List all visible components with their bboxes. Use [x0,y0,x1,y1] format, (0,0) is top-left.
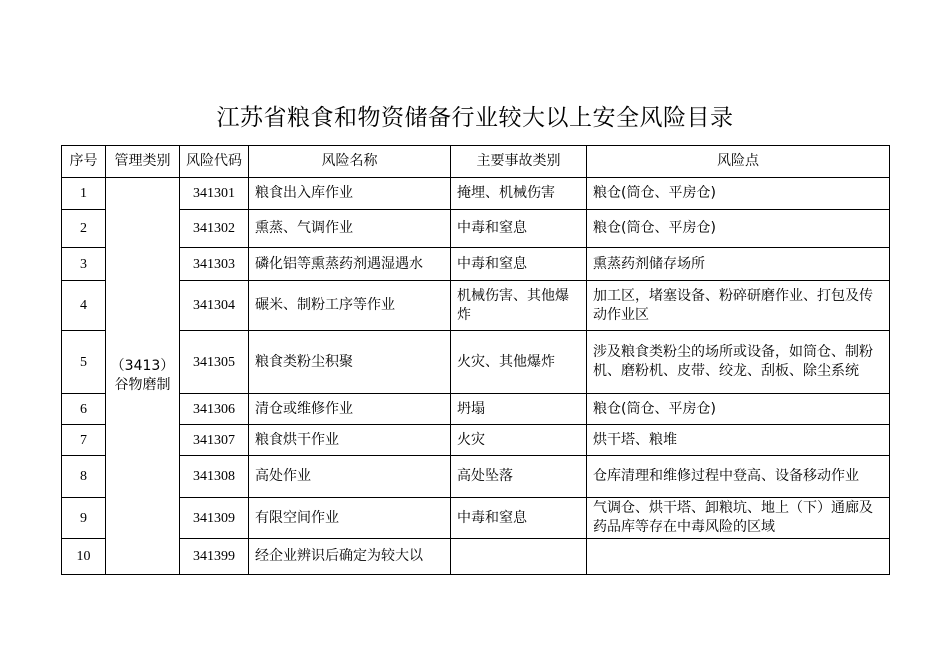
table-row [62,331,890,394]
row-point: 气调仓、烘干塔、卸粮坑、地上（下）通廊及药品库等存在中毒风险的区域 [587,498,890,539]
row-accident: 机械伤害、其他爆炸 [451,281,587,331]
row-no: 7 [62,425,106,456]
row-no: 1 [62,178,106,210]
row-accident: 中毒和窒息 [451,210,587,248]
row-name: 清仓或维修作业 [249,394,451,425]
table-row [62,210,890,248]
row-point: 熏蒸药剂储存场所 [587,248,890,281]
header-accident: 主要事故类别 [451,146,587,178]
header-no: 序号 [62,146,106,178]
table-row [62,248,890,281]
row-name: 有限空间作业 [249,498,451,539]
row-code: 341306 [180,394,249,425]
row-code: 341302 [180,210,249,248]
row-accident: 中毒和窒息 [451,248,587,281]
row-name: 磷化铝等熏蒸药剂遇湿遇水 [249,248,451,281]
table-row [62,539,890,575]
row-accident: 高处坠落 [451,456,587,498]
row-code: 341304 [180,281,249,331]
row-code: 341308 [180,456,249,498]
row-point: 涉及粮食类粉尘的场所或设备，如筒仓、制粉机、磨粉机、皮带、绞龙、刮板、除尘系统 [587,331,890,394]
row-point: 粮仓(筒仓、平房仓) [587,210,890,248]
row-point: 仓库清理和维修过程中登高、设备移动作业 [587,456,890,498]
row-point [587,539,890,575]
row-code: 341305 [180,331,249,394]
row-code: 341399 [180,539,249,575]
row-code: 341307 [180,425,249,456]
header-point: 风险点 [587,146,890,178]
risk-table [61,145,890,575]
row-accident: 火灾 [451,425,587,456]
row-name: 粮食烘干作业 [249,425,451,456]
table-header-row [62,146,890,178]
row-name: 碾米、制粉工序等作业 [249,281,451,331]
row-accident: 中毒和窒息 [451,498,587,539]
row-name: 粮食出入库作业 [249,178,451,210]
row-code: 341309 [180,498,249,539]
table-row [62,281,890,331]
row-no: 6 [62,394,106,425]
row-no: 4 [62,281,106,331]
row-name: 粮食类粉尘积聚 [249,331,451,394]
row-point: 粮仓(筒仓、平房仓) [587,178,890,210]
row-point: 粮仓(筒仓、平房仓) [587,394,890,425]
row-accident [451,539,587,575]
row-no: 3 [62,248,106,281]
row-name: 经企业辨识后确定为较大以 [249,539,451,575]
header-name: 风险名称 [249,146,451,178]
row-no: 9 [62,498,106,539]
header-code: 风险代码 [180,146,249,178]
row-point: 烘干塔、粮堆 [587,425,890,456]
row-no: 10 [62,539,106,575]
row-point: 加工区，堵塞设备、粉碎研磨作业、打包及传动作业区 [587,281,890,331]
row-accident: 火灾、其他爆炸 [451,331,587,394]
row-name: 高处作业 [249,456,451,498]
row-name: 熏蒸、气调作业 [249,210,451,248]
row-no: 5 [62,331,106,394]
table-row [62,425,890,456]
table-row [62,456,890,498]
category-name: 谷物磨制 [114,377,171,393]
category-cell [106,178,180,575]
row-accident: 坍塌 [451,394,587,425]
row-no: 2 [62,210,106,248]
table-row [62,178,890,210]
row-accident: 掩埋、机械伤害 [451,178,587,210]
row-code: 341303 [180,248,249,281]
table-row [62,498,890,539]
row-no: 8 [62,456,106,498]
row-code: 341301 [180,178,249,210]
table-row [62,394,890,425]
category-code: （3413） [110,358,175,374]
page-title: 江苏省粮食和物资储备行业较大以上安全风险目录 [216,105,734,131]
header-category: 管理类别 [106,146,180,178]
